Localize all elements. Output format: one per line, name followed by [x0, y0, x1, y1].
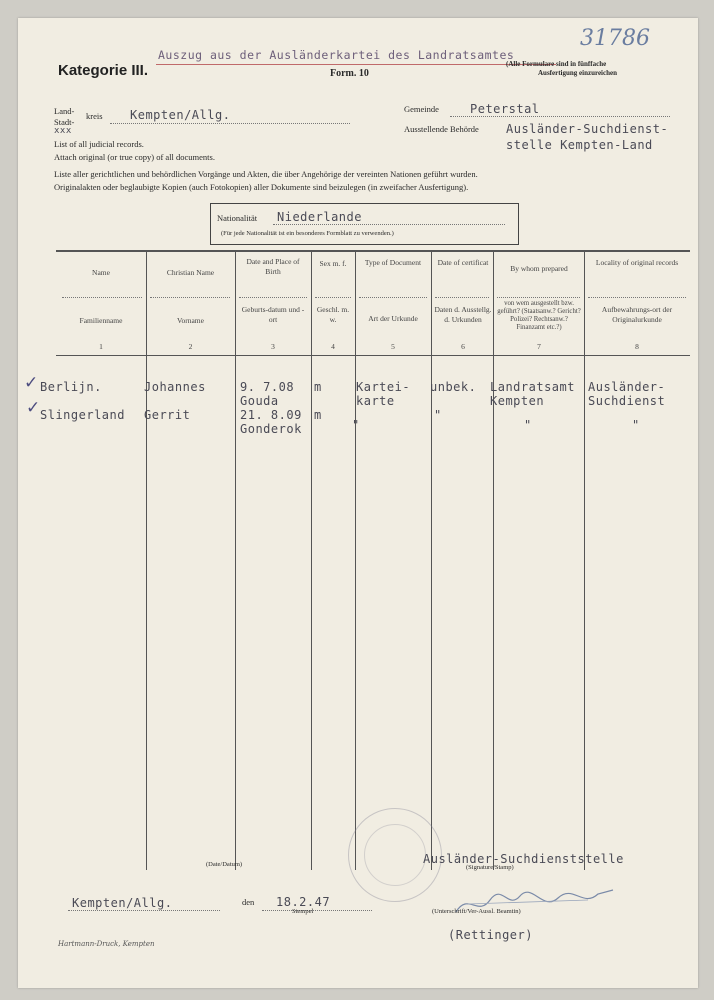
checkmark-icon: ✓ [24, 373, 39, 393]
header-sep-6 [435, 297, 489, 298]
form-note-1: (Alle Formulare sind in fünffache [506, 60, 607, 68]
category-label: Kategorie III. [58, 62, 149, 79]
kreis-dotted-line [110, 123, 350, 124]
land-label: Land- [54, 106, 75, 116]
instruction-2: Attach original (or true copy) of all documents. [54, 152, 215, 162]
red-rule [156, 64, 556, 65]
col-3-de: Geburts-datum und -ort [241, 305, 305, 324]
handwritten-number: 31786 [580, 26, 650, 51]
nationality-box [210, 203, 519, 245]
stadt-label: Stadt- [54, 117, 75, 127]
instruction-3: Liste aller gerichtlichen und behördlichen Vorgänge und Akten, die über Angehörige der vereinten Nationen geführt wurden. [54, 169, 478, 179]
col-divider-7 [584, 250, 585, 870]
col-divider-4 [355, 250, 356, 870]
stempel-label: Stempel [292, 908, 314, 915]
cell-by-whom: " [524, 418, 532, 432]
signature-label: (Signature/Stamp) [466, 864, 514, 871]
col-7-en: By whom prepared [510, 264, 568, 273]
behoerde-label: Ausstellende Behörde [404, 124, 479, 134]
cell-birth: 21. 8.09 Gonderok [240, 408, 302, 436]
col-divider-3 [311, 250, 312, 870]
col-6-num: 6 [461, 342, 465, 351]
header-sep-4 [315, 297, 351, 298]
col-3-num: 3 [271, 342, 275, 351]
col-4-num: 4 [331, 342, 335, 351]
form-number: Form. 10 [330, 68, 369, 79]
instruction-1: List of all judicial records. [54, 139, 144, 149]
col-5-num: 5 [391, 342, 395, 351]
col-8-num: 8 [635, 342, 639, 351]
cell-name: Slingerland [40, 408, 125, 422]
header-sep-3 [239, 297, 307, 298]
col-6-en: Date of certificat [437, 258, 489, 267]
signer-name: (Rettinger) [448, 928, 533, 942]
col-divider-5 [431, 250, 432, 870]
header-sep-7 [497, 297, 580, 298]
cell-sex: m [314, 380, 322, 394]
cell-type: " [352, 418, 360, 432]
col-7-de: von wem ausgestellt bzw. geführt? (Staatsanw.? Gericht? Polizei? Rechtsanw.? Finanzamt etc.?) [497, 300, 581, 331]
nationality-label: Nationalität [217, 213, 258, 223]
col-4-en: Sex m. f. [319, 259, 347, 268]
col-3-en: Date and Place of Birth [246, 257, 300, 276]
nationality-dotted-line [273, 224, 505, 225]
col-divider-6 [493, 250, 494, 870]
gemeinde-dotted-line [450, 116, 670, 117]
behoerde-value-2: stelle Kempten-Land [506, 138, 653, 152]
checkmark-icon: ✓ [26, 398, 41, 418]
cell-locality: Ausländer-Suchdienst [588, 380, 666, 408]
col-2-en: Christian Name [166, 268, 215, 277]
printer-credit: Hartmann-Druck, Kempten [58, 940, 155, 948]
col-5-de: Art der Urkunde [368, 314, 418, 323]
col-6-de: Daten d. Ausstellg. d. Urkunden [434, 305, 492, 324]
nationality-value: Niederlande [277, 210, 362, 224]
table-top-rule [56, 250, 690, 252]
date-label: (Date/Datum) [206, 861, 243, 868]
date-dotted-line [262, 910, 372, 911]
xxx-strike: xxx [54, 126, 72, 136]
cell-by-whom: Landratsamt Kempten [490, 380, 575, 408]
gemeinde-value: Peterstal [470, 102, 540, 116]
header-sep-1 [62, 297, 142, 298]
col-2-de: Vorname [177, 316, 204, 325]
cell-christian: Gerrit [144, 408, 191, 422]
kreis-label: kreis [86, 111, 103, 121]
cell-sex: m [314, 408, 322, 422]
office-name: Ausländer-Suchdienststelle [423, 852, 624, 866]
unterschrift-label: (Unterschrift/Ver-Aussl. Beamtin) [432, 908, 521, 915]
col-7-num: 7 [537, 342, 541, 351]
col-8-de: Aufbewahrungs-ort der Originalurkunde [601, 305, 673, 324]
col-2-num: 2 [188, 342, 193, 351]
col-4-de: Geschl. m. w. [316, 305, 350, 324]
cell-date: unbek. [430, 380, 477, 394]
col-8-en: Locality of original records [595, 258, 679, 267]
place: Kempten/Allg. [72, 896, 173, 910]
header-sep-5 [359, 297, 427, 298]
cell-name: Berlijn. [40, 380, 102, 394]
behoerde-value-1: Ausländer-Suchdienst- [506, 122, 669, 136]
cell-date: " [434, 408, 442, 422]
handwritten-signature [448, 882, 618, 922]
col-divider-2 [235, 250, 236, 870]
form-sheet [18, 18, 698, 988]
header-sep-8 [588, 297, 686, 298]
cell-birth: 9. 7.08 Gouda [240, 380, 295, 408]
date-value: 18.2.47 [276, 895, 331, 909]
place-dotted-line [68, 910, 220, 911]
round-stamp-inner [364, 824, 426, 886]
cell-type: Kartei-karte [356, 380, 411, 408]
col-1-de: Familienname [79, 316, 123, 325]
cell-locality: " [632, 418, 640, 432]
col-5-en: Type of Document [364, 258, 422, 267]
gemeinde-label: Gemeinde [404, 104, 439, 114]
den-label: den [242, 897, 255, 907]
kreis-value: Kempten/Allg. [130, 108, 231, 122]
typed-title: Auszug aus der Ausländerkartei des Landratsamtes [158, 48, 515, 62]
table-header-rule [56, 355, 690, 356]
header-sep-2 [150, 297, 230, 298]
cell-christian: Johannes [144, 380, 206, 394]
nationality-note: (Für jede Nationalität ist ein besonderes Formblatt zu verwenden.) [221, 230, 394, 237]
instruction-4: Originalakten oder beglaubigte Kopien (auch Fotokopien) aller Dokumente sind beizulegen (in zweifacher Ausfertigung). [54, 182, 469, 192]
form-note-2: Ausfertigung einzureichen [538, 69, 618, 77]
col-1-num: 1 [99, 342, 103, 351]
col-1-en: Name [92, 268, 110, 277]
